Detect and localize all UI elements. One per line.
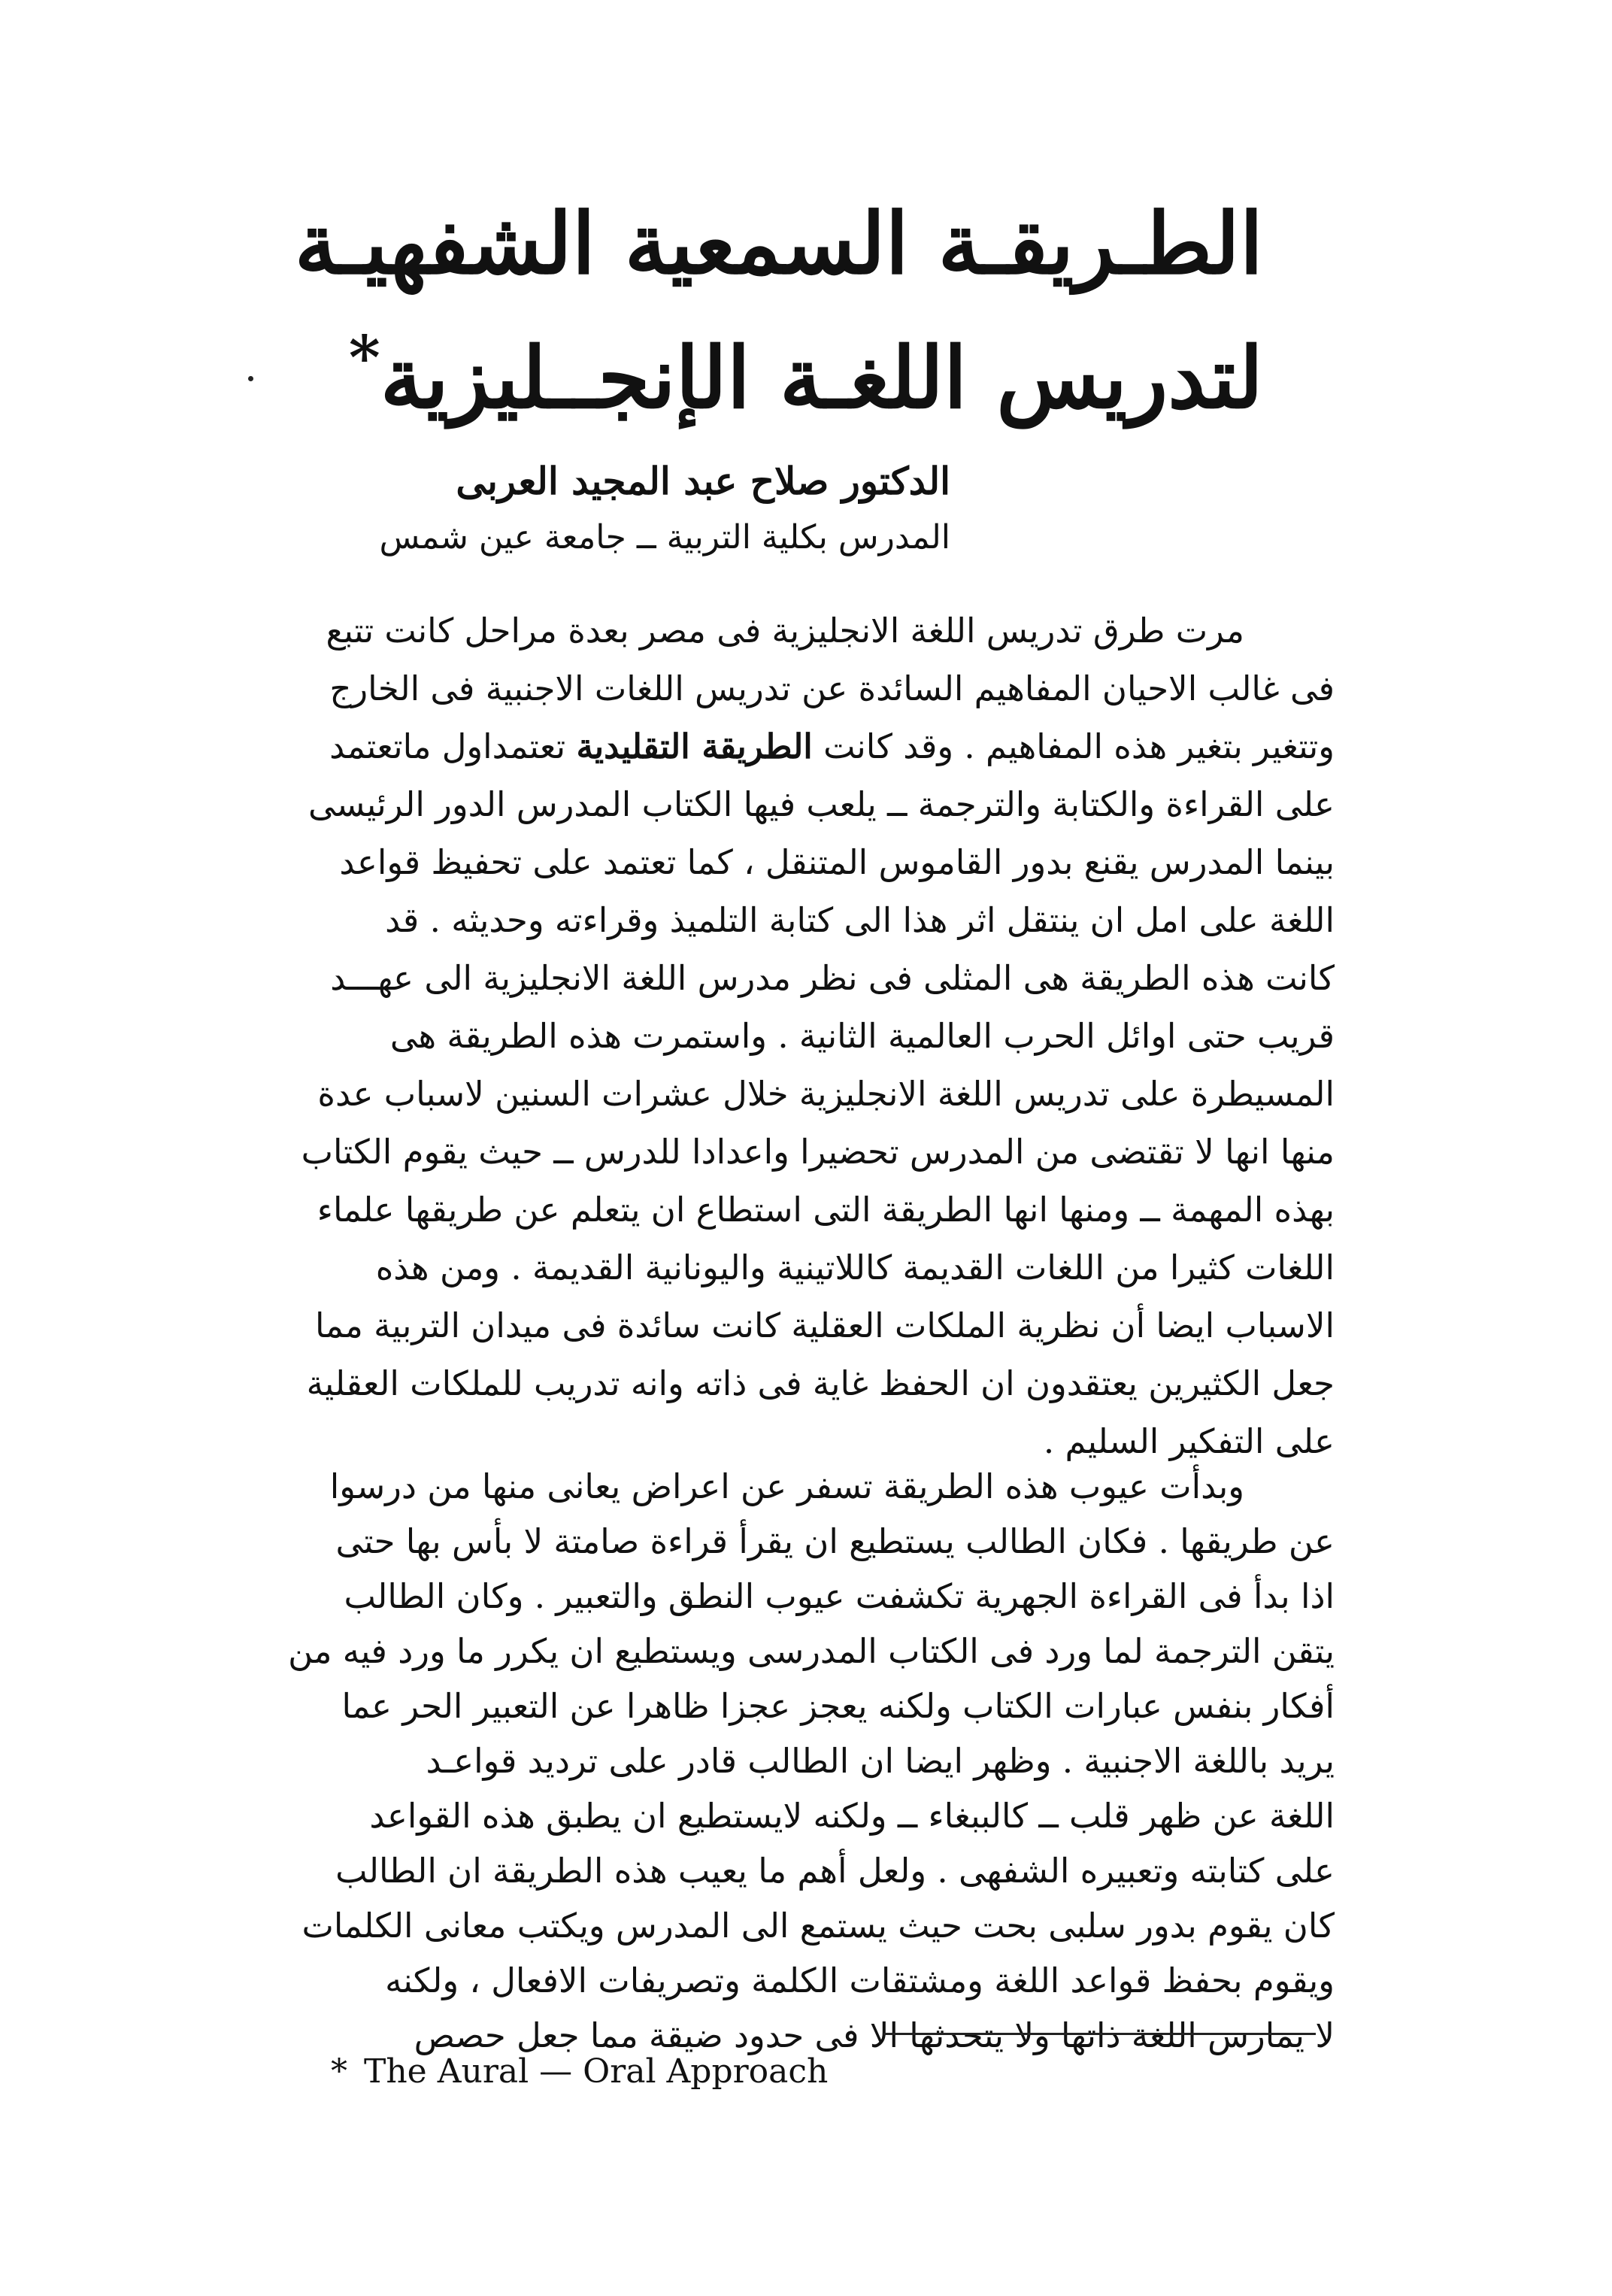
scan-speck (248, 376, 253, 381)
paragraph-2-line: وبدأت عيوب هذه الطريقة تسفر عن اعراض يعانى منها من درسوا (329, 1466, 1244, 1506)
footnote-text: The Aural — Oral Approach (364, 2052, 829, 2091)
paragraph-2-line: أفكار بنفس عبارات الكتاب ولكنه يعجز عجزا ظاهرا عن التعبير الحر عما (341, 1686, 1335, 1726)
paragraph-1-line: على القراءة والكتابة والترجمة ــ يلعب فيها الكتاب المدرس الدور الرئيسى (308, 784, 1335, 824)
paragraph-1-line: منها انها لا تقتضى من المدرس تحضيرا واعدادا للدرس ــ حيث يقوم الكتاب (301, 1132, 1335, 1172)
footnote (331, 2049, 828, 2094)
paragraph-1-line: على التفكير السليم . (1043, 1421, 1335, 1461)
paragraph-1-line: اللغة على امل ان ينتقل اثر هذا الى كتابة التلميذ وقراءته وحديثه . قد (385, 900, 1335, 940)
paragraph-1-line: بينما المدرس يقنع بدور القاموس المتنقل ، كما تعتمد على تحفيظ قواعد (339, 842, 1335, 882)
author-block (379, 455, 950, 568)
title-line-1: الطـريقـة السمعية الشفهيـة (294, 195, 1263, 293)
title-asterisk: * (348, 322, 380, 393)
bold-term: الطريقة التقليدية (576, 726, 813, 766)
paragraph-1-line: بهذه المهمة ــ ومنها انها الطريقة التى استطاع ان يتعلم عن طريقها علماء (317, 1190, 1335, 1230)
author-name: الدكتور صلاح عبد المجيد العربى (456, 459, 950, 503)
line-segment: تعتمداول ماتعتمد (329, 726, 566, 766)
paragraph-1 (267, 602, 1335, 1470)
paragraph-1-line-with-bold (267, 717, 1335, 775)
title-line-2 (348, 301, 1263, 435)
paragraph-1-line: قريب حتى اوائل الحرب العالمية الثانية . واستمرت هذه الطريقة هى (389, 1016, 1335, 1056)
paragraph-2-line: كان يقوم بدور سلبى بحت حيث يستمع الى المدرس ويكتب معانى الكلمات (301, 1906, 1335, 1946)
footnote-divider (883, 2033, 1316, 2035)
paragraph-2-line: اللغة عن ظهر قلب ــ كالببغاء ــ ولكنه لايستطيع ان يطبق هذه القواعد (369, 1796, 1335, 1836)
author-affiliation: المدرس بكلية التربية ــ جامعة عين شمس (379, 518, 950, 557)
paragraph-2-line: يتقن الترجمة لما ورد فى الكتاب المدرسى ويستطيع ان يكرر ما ورد فيه من (288, 1631, 1335, 1671)
title-line-2-text: لتدريس اللغـة الإنجــليزية (380, 329, 1263, 428)
paragraph-1-line: كانت هذه الطريقة هى المثلى فى نظر مدرس اللغة الانجليزية الى عهـــد (330, 958, 1335, 998)
paragraph-1-line: مرت طرق تدريس اللغة الانجليزية فى مصر بعدة مراحل كانت تتبع (326, 611, 1244, 651)
paragraph-2-line: يريد باللغة الاجنبية . وظهر ايضا ان الطالب قادر على ترديد قواعـد (426, 1741, 1335, 1781)
footnote-mark: * (331, 2052, 347, 2091)
paragraph-1-line: الاسباب ايضا أن نظرية الملكات العقلية كانت سائدة فى ميدان التربية مما (315, 1306, 1335, 1345)
paragraph-1-line: اللغات كثيرا من اللغات القديمة كاللاتينية واليونانية القديمة . ومن هذه (375, 1248, 1335, 1288)
paragraph-2-line: عن طريقها . فكان الطالب يستطيع ان يقرأ قراءة صامتة لا بأس بها حتى (335, 1521, 1335, 1561)
paragraph-1-line: فى غالب الاحيان المفاهيم السائدة عن تدريس اللغات الاجنبية فى الخارج (329, 669, 1335, 708)
paragraph-1-line: المسيطرة على تدريس اللغة الانجليزية خلال عشرات السنين لاسباب عدة (317, 1074, 1335, 1114)
article-title (294, 188, 1263, 435)
paragraph-2-line: لا يمارس اللغة ذاتها ولا يتحدثها الا فى حدود ضيقة مما جعل حصص (414, 2015, 1335, 2055)
paragraph-2-line: ويقوم بحفظ قواعد اللغة ومشتقات الكلمة وتصريفات الافعال ، ولكنه (385, 1961, 1335, 2000)
paragraph-1-line: جعل الكثيرين يعتقدون ان الحفظ غاية فى ذاته وانه تدريب للملكات العقلية (306, 1363, 1335, 1403)
paragraph-2 (267, 1459, 1335, 2063)
paragraph-2-line: على كتابته وتعبيره الشفهى . ولعل أهم ما يعيب هذه الطريقة ان الطالب (335, 1851, 1335, 1891)
paragraph-2-line: اذا بدأ فى القراءة الجهرية تكشفت عيوب النطق والتعبير . وكان الطالب (344, 1576, 1335, 1616)
line-segment: وتتغير بتغير هذه المفاهيم . وقد كانت (823, 726, 1335, 766)
